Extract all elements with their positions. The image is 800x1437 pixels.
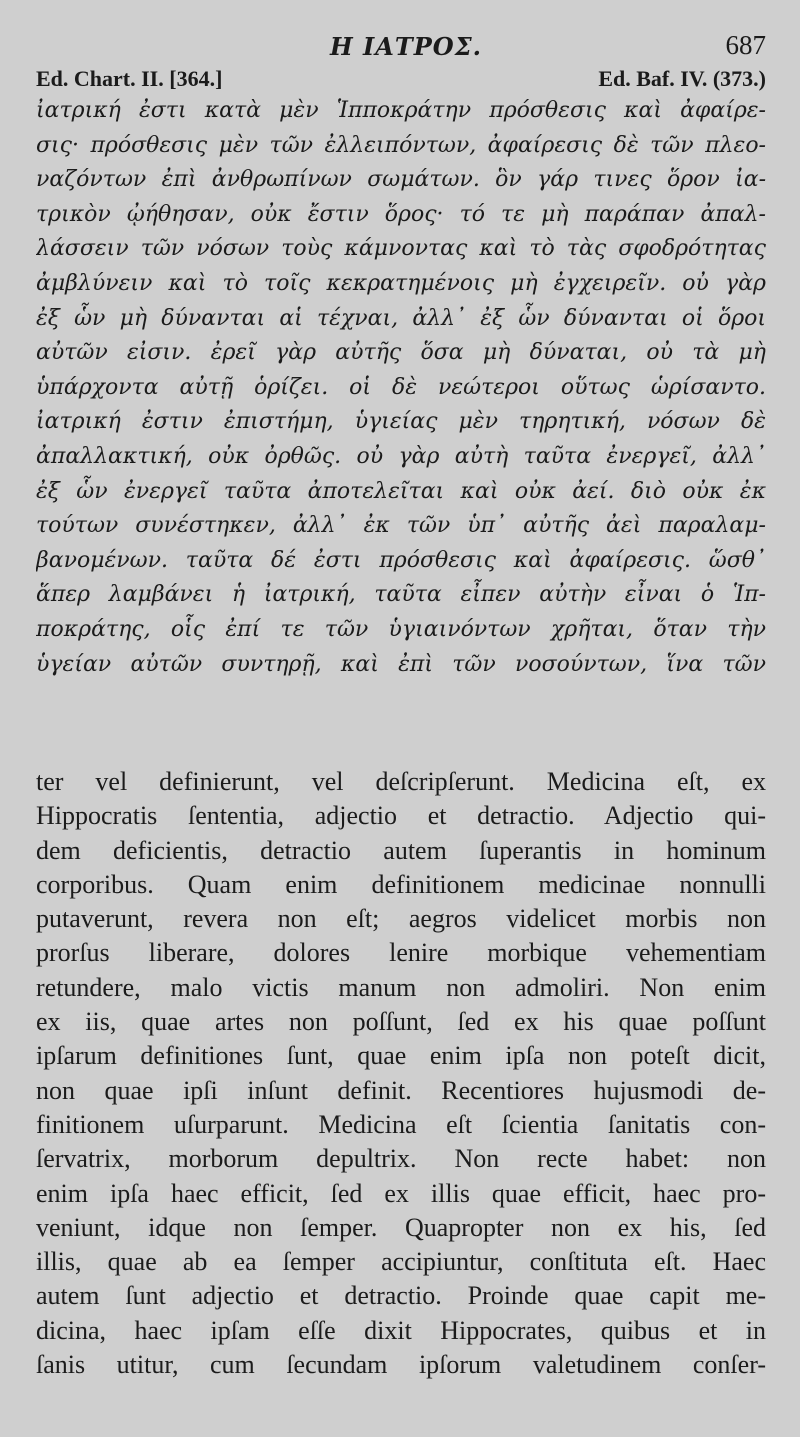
latin-line: ſanis utitur, cum ſecundam ipſorum valetudinem conſer- [36, 1350, 766, 1380]
latin-line: ex iis, quae artes non poſſunt, ſed ex his quae poſſunt [36, 1007, 766, 1037]
latin-line: ſervatrix, morborum depultrix. Non recte habet: non [36, 1144, 766, 1174]
greek-line: ὑπάρχοντα αὐτῇ ὁρίζει. οἱ δὲ νεώτεροι οὕτως ὡρίσαντο. [36, 374, 766, 400]
edition-reference-basel: Ed. Baf. IV. (373.) [598, 66, 766, 91]
greek-line: ποκράτης, οἷς ἐπί τε τῶν ὑγιαινόντων χρῆται, ὅταν τὴν [36, 616, 766, 642]
latin-line: illis, quae ab ea ſemper accipiuntur, conſtituta eſt. Haec [36, 1247, 766, 1277]
latin-line: finitionem uſurparunt. Medicina eſt ſcientia ſanitatis con- [36, 1109, 766, 1139]
greek-line: ἰατρική ἐστι κατὰ μὲν Ἱπποκράτην πρόσθεσις καὶ ἀφαίρε- [36, 98, 766, 123]
edition-references [36, 66, 766, 96]
latin-line: prorſus liberare, dolores lenire morbique vehementiam [36, 938, 766, 968]
greek-line: αὐτῶν εἰσιν. ἐρεῖ γὰρ αὐτῆς ὅσα μὴ δύναται, οὐ τὰ μὴ [36, 340, 766, 366]
greek-line: ἀμβλύνειν καὶ τὸ τοῖς κεκρατημένοις μὴ ἐγχειρεῖν. οὐ γὰρ [36, 270, 766, 296]
latin-line: ter vel definierunt, vel deſcripſerunt. Medicina eſt, ex [36, 767, 766, 796]
latin-line: corporibus. Quam enim definitionem medicinae nonnulli [36, 869, 766, 899]
greek-text-block [36, 94, 766, 682]
greek-line: λάσσειν τῶν νόσων τοὺς κάμνοντας καὶ τὸ τὰς σφοδρότητας [36, 236, 766, 262]
latin-text-block [36, 765, 766, 1382]
greek-line: ἐξ ὧν μὴ δύνανται αἱ τέχναι, ἀλλ᾽ ἐξ ὧν δύνανται οἱ ὅροι [36, 305, 766, 331]
latin-line: putaverunt, revera non eſt; aegros videlicet morbis non [36, 904, 766, 934]
greek-line: σις· πρόσθεσις μὲν τῶν ἐλλειπόντων, ἀφαίρεσις δὲ τῶν πλεο- [36, 132, 766, 158]
latin-line: ipſarum definitiones ſunt, quae enim ipſa non poteſt dicit, [36, 1041, 766, 1071]
greek-line: ἐξ ὧν ἐνεργεῖ ταῦτα ἀποτελεῖται καὶ οὐκ ἀεί. διὸ οὐκ ἐκ [36, 478, 766, 504]
latin-line: dem deficientis, detractio autem ſuperantis in hominum [36, 835, 766, 865]
latin-line: veniunt, idque non ſemper. Quapropter non ex his, ſed [36, 1212, 766, 1242]
greek-line: ἀπαλλακτική, οὐκ ὀρθῶς. οὐ γὰρ αὐτὴ ταῦτα ἐνεργεῖ, ἀλλ᾽ [36, 443, 766, 469]
latin-line: autem ſunt adjectio et detractio. Proinde quae capit me- [36, 1281, 766, 1311]
running-head [0, 30, 800, 64]
latin-line: enim ipſa haec efficit, ſed ex illis quae efficit, haec pro- [36, 1178, 766, 1208]
page-number: 687 [725, 30, 766, 60]
greek-line: ὑγείαν αὐτῶν συντηρῇ, καὶ ἐπὶ τῶν νοσούντων, ἵνα τῶν [36, 651, 766, 677]
greek-line: τούτων συνέστηκεν, ἀλλ᾽ ἐκ τῶν ὑπ᾽ αὐτῆς ἀεὶ παραλαμ- [36, 513, 766, 539]
latin-line: dicina, haec ipſam eſſe dixit Hippocrates, quibus et in [36, 1315, 766, 1345]
latin-line: retundere, malo victis manum non admoliri. Non enim [36, 972, 766, 1002]
greek-line: βανομένων. ταῦτα δέ ἐστι πρόσθεσις καὶ ἀφαίρεσις. ὥσθ᾽ [36, 547, 766, 573]
latin-line: non quae ipſi inſunt definit. Recentiores hujusmodi de- [36, 1075, 766, 1105]
latin-line: Hippocratis ſententia, adjectio et detractio. Adjectio qui- [36, 801, 766, 831]
edition-reference-chartier: Ed. Chart. II. [364.] [36, 66, 223, 91]
greek-line: ἰατρική ἐστιν ἐπιστήμη, ὑγιείας μὲν τηρητική, νόσων δὲ [36, 409, 766, 435]
running-title: Η ΙΑΤΡΟΣ. [330, 32, 483, 61]
greek-line: ναζόντων ἐπὶ ἀνθρωπίνων σωμάτων. ὃν γάρ τινες ὅρον ἰα- [36, 167, 766, 193]
greek-line: ἅπερ λαμβάνει ἡ ἰατρική, ταῦτα εἶπεν αὐτὴν εἶναι ὁ Ἱπ- [36, 582, 766, 608]
greek-line: τρικὸν ᾠήθησαν, οὐκ ἔστιν ὅρος· τό τε μὴ παράπαν ἀπαλ- [36, 201, 766, 227]
